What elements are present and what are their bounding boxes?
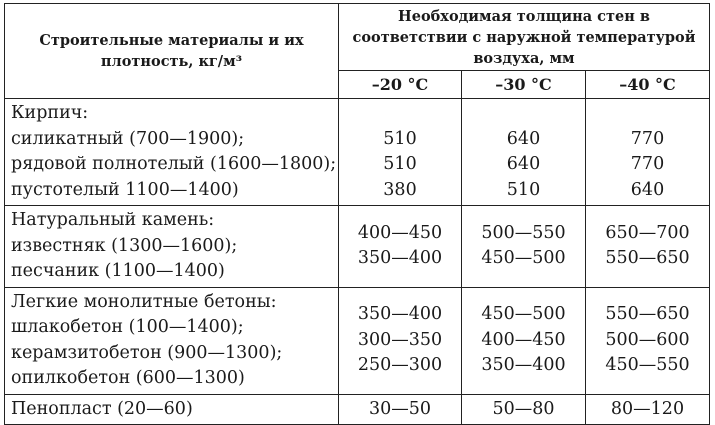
table-row bbox=[5, 287, 710, 394]
value: 640 bbox=[506, 154, 541, 174]
material-cell-light-concrete bbox=[5, 287, 339, 394]
material-item: керамзитобетон (900—1300); bbox=[11, 342, 283, 363]
value: 400—450 bbox=[481, 329, 566, 350]
temp-header-minus-40: –40 °C bbox=[586, 71, 710, 99]
value: 30—50 bbox=[368, 398, 432, 419]
value: 250—300 bbox=[357, 355, 443, 376]
value: 450—550 bbox=[605, 355, 690, 376]
table-row bbox=[5, 99, 710, 206]
material-item: силикатный (700—1900); bbox=[11, 128, 245, 149]
value: 770 bbox=[630, 154, 665, 174]
value-cell-minus-40 bbox=[586, 287, 710, 394]
value: 650—700 bbox=[605, 222, 690, 243]
wall-thickness-table bbox=[4, 3, 710, 425]
value: 550—650 bbox=[605, 304, 690, 325]
value: 380 bbox=[383, 179, 417, 200]
value: 350—400 bbox=[357, 304, 443, 325]
temp-header-minus-20: –20 °C bbox=[339, 71, 462, 99]
value: 510 bbox=[383, 128, 417, 149]
value-cell-minus-20 bbox=[339, 99, 462, 206]
temp-header-minus-30: –30 °C bbox=[462, 71, 586, 99]
value-cell-minus-30 bbox=[462, 394, 586, 425]
group-title: Пенопласт (20—60) bbox=[11, 398, 193, 419]
value: 400—450 bbox=[357, 222, 443, 243]
value: 300—350 bbox=[357, 329, 443, 350]
value: 640 bbox=[630, 179, 665, 200]
value: 550—650 bbox=[605, 248, 690, 269]
value-cell-minus-30 bbox=[462, 206, 586, 288]
value: 450—500 bbox=[481, 304, 566, 325]
group-title: Натуральный камень: bbox=[11, 210, 215, 230]
table-row bbox=[5, 394, 710, 425]
value-cell-minus-40 bbox=[586, 394, 710, 425]
value: 510 bbox=[506, 179, 541, 200]
material-item: песчаник (1100—1400) bbox=[11, 261, 225, 281]
value: 640 bbox=[506, 128, 541, 149]
value: 450—500 bbox=[481, 248, 566, 269]
value-cell-minus-20 bbox=[339, 394, 462, 425]
material-item: шлакобетон (100—1400); bbox=[11, 317, 244, 337]
value: 80—120 bbox=[610, 398, 685, 419]
material-item: рядовой полнотелый (1600—1800); bbox=[11, 154, 337, 174]
value-cell-minus-30 bbox=[462, 99, 586, 206]
material-column-header: Строительные материалы и их плотность, кг/м³ bbox=[5, 4, 339, 99]
group-title: Кирпич: bbox=[11, 103, 89, 123]
value: 500—600 bbox=[605, 329, 690, 350]
group-title: Легкие монолитные бетоны: bbox=[11, 291, 277, 312]
value: 500—550 bbox=[481, 222, 566, 243]
value-cell-minus-40 bbox=[586, 99, 710, 206]
material-cell-foam bbox=[5, 394, 339, 425]
material-item: пустотелый 1100—1400) bbox=[11, 179, 239, 200]
header-row bbox=[5, 4, 710, 71]
material-cell-natural-stone bbox=[5, 206, 339, 288]
value: 50—80 bbox=[492, 398, 555, 419]
thickness-group-header: Необходимая толщина стен в соответствии с наружной температурой воздуха, мм bbox=[339, 4, 710, 71]
material-cell-brick bbox=[5, 99, 339, 206]
value-cell-minus-20 bbox=[339, 287, 462, 394]
value: 510 bbox=[383, 154, 417, 174]
value-cell-minus-20 bbox=[339, 206, 462, 288]
value-cell-minus-40 bbox=[586, 206, 710, 288]
value-cell-minus-30 bbox=[462, 287, 586, 394]
value: 350—400 bbox=[357, 248, 443, 269]
material-item: опилкобетон (600—1300) bbox=[11, 368, 245, 388]
value: 770 bbox=[630, 128, 665, 149]
table-row bbox=[5, 206, 710, 288]
material-item: известняк (1300—1600); bbox=[11, 235, 238, 256]
value: 350—400 bbox=[481, 355, 566, 376]
